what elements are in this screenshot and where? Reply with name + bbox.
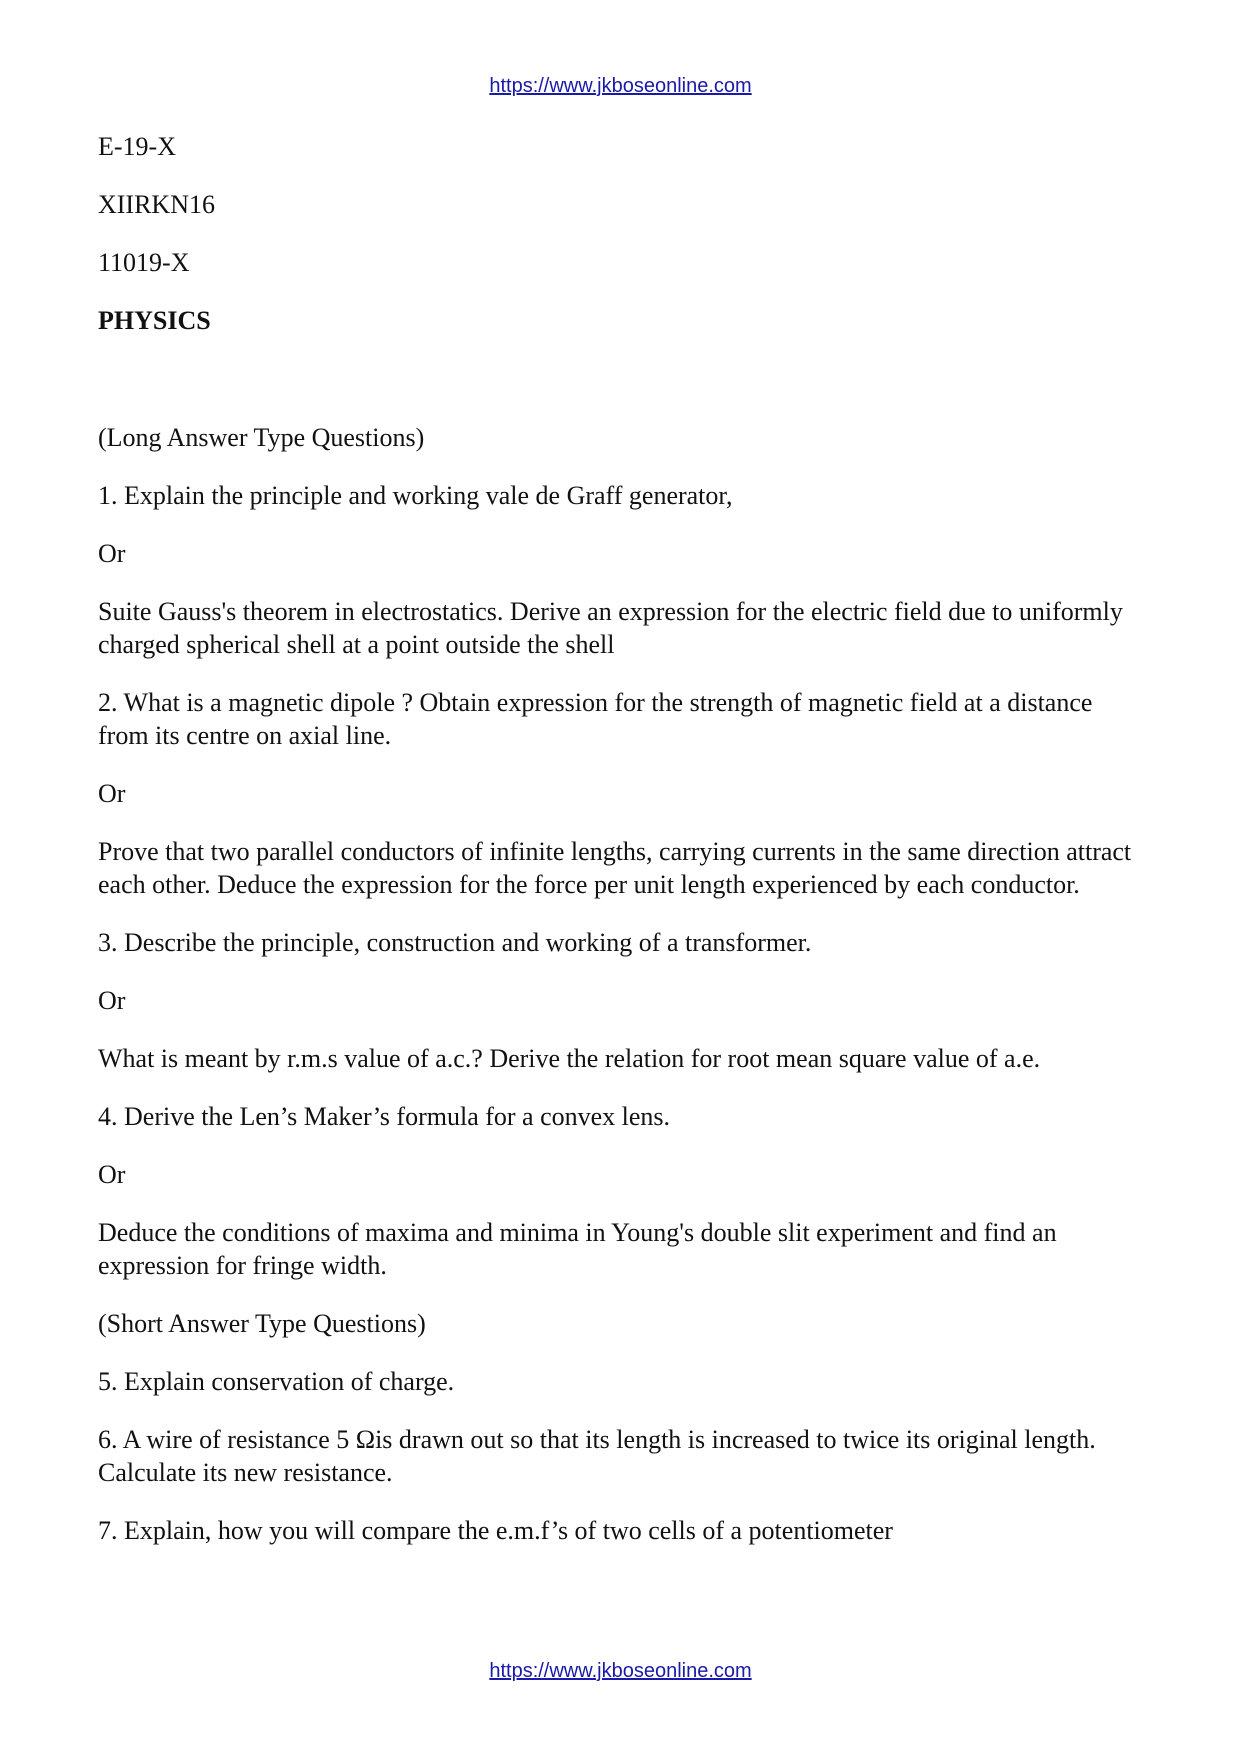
question-3-alternative: What is meant by r.m.s value of a.c.? Derive the relation for root mean square value of a.e. — [98, 1044, 1041, 1073]
question-4: 4. Derive the Len’s Maker’s formula for a convex lens. — [98, 1102, 671, 1131]
question-6: 6. A wire of resistance 5 Ωis drawn out so that its length is increased to twice its original length. Calculate its new resistance. — [98, 1425, 1096, 1487]
header-source-link[interactable]: https://www.jkboseonline.com — [489, 75, 752, 97]
subject-title: PHYSICS — [98, 306, 211, 335]
or-separator: Or — [98, 1160, 126, 1189]
spacer — [98, 362, 1148, 421]
question-paper-body — [98, 130, 1148, 1572]
question-5: 5. Explain conservation of charge. — [98, 1367, 455, 1396]
question-3: 3. Describe the principle, construction and working of a transformer. — [98, 928, 812, 957]
section-heading-short: (Short Answer Type Questions) — [98, 1309, 426, 1338]
question-2: 2. What is a magnetic dipole ? Obtain expression for the strength of magnetic field at a distance from its centre on axial line. — [98, 688, 1093, 750]
or-separator: Or — [98, 539, 126, 568]
question-4-alternative: Deduce the conditions of maxima and minima in Young's double slit experiment and find an expression for fringe width. — [98, 1218, 1057, 1280]
paper-code-1: E-19-X — [98, 132, 176, 161]
or-separator: Or — [98, 779, 126, 808]
question-2-alternative: Prove that two parallel conductors of infinite lengths, carrying currents in the same direction attract each other. Deduce the expression for the force per unit length experienced by each conductor. — [98, 837, 1132, 899]
question-1-alternative: Suite Gauss's theorem in electrostatics. Derive an expression for the electric field due to uniformly charged spherical shell at a point outside the shell — [98, 597, 1123, 659]
footer-source-link[interactable]: https://www.jkboseonline.com — [489, 1660, 752, 1682]
paper-code-3: 11019-X — [98, 248, 190, 277]
or-separator: Or — [98, 986, 126, 1015]
question-1: 1. Explain the principle and working vale de Graff generator, — [98, 481, 733, 510]
question-7: 7. Explain, how you will compare the e.m.f’s of two cells of a potentiometer — [98, 1516, 893, 1545]
paper-code-2: XIIRKN16 — [98, 190, 215, 219]
section-heading-long: (Long Answer Type Questions) — [98, 423, 425, 452]
